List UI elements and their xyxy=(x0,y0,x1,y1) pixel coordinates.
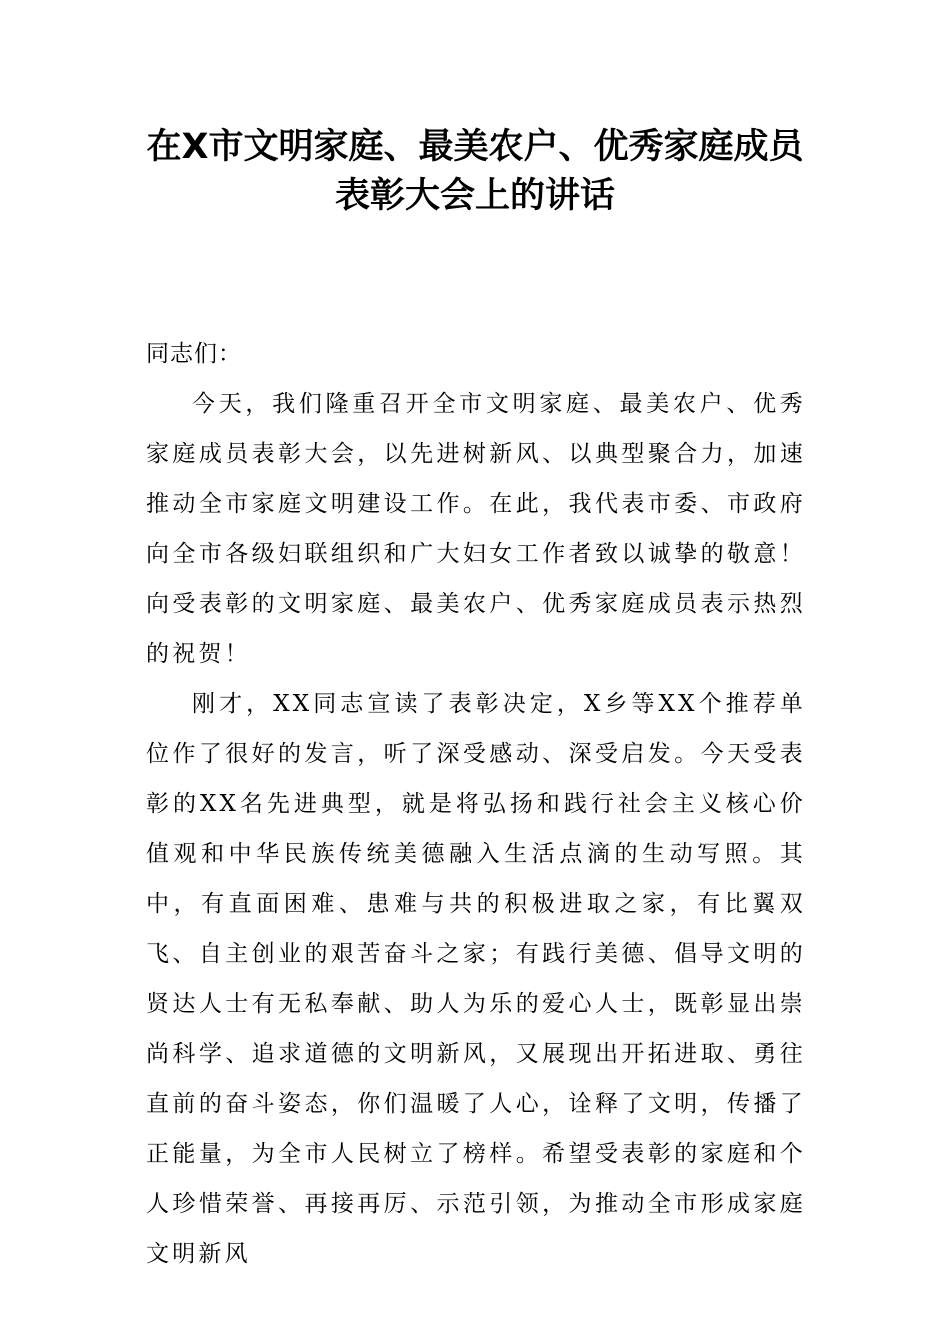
title-line-2: 表彰大会上的讲话 xyxy=(334,176,615,216)
paragraph-2: 刚才，XX同志宣读了表彰决定，X乡等XX个推荐单位作了很好的发言，听了深受感动、深受启发。今天受表彰的XX名先进典型，就是将弘扬和践行社会主义核心价值观和中华民族传统美德融入生活点滴的生动写照。其中，有直面困难、患难与共的积极进取之家，有比翼双飞、自主创业的艰苦奋斗之家；有践行美德、倡导文明的贤达人士有无私奉献、助人为乐的爱心人士，既彰显出崇尚科学、追求道德的文明新风，又展现出开拓进取、勇往直前的奋斗姿态，你们温暖了人心，诠释了文明，传播了正能量，为全市人民树立了榜样。希望受表彰的家庭和个人珍惜荣誉、再接再厉、示范引领，为推动全市形成家庭文明新风 xyxy=(146,691,806,1267)
title-line-1: 在X市文明家庭、最美农户、优秀家庭成员 xyxy=(146,127,804,167)
speech-body xyxy=(146,329,806,1279)
salutation: 同志们： xyxy=(146,341,242,367)
speech-title xyxy=(140,124,810,220)
paragraph-1: 今天，我们隆重召开全市文明家庭、最美农户、优秀家庭成员表彰大会，以先进树新风、以典型聚合力，加速推动全市家庭文明建设工作。在此，我代表市委、市政府向全市各级妇联组织和广大妇女工作者致以诚挚的敬意！向受表彰的文明家庭、最美农户、优秀家庭成员表示热烈的祝贺！ xyxy=(146,391,806,667)
